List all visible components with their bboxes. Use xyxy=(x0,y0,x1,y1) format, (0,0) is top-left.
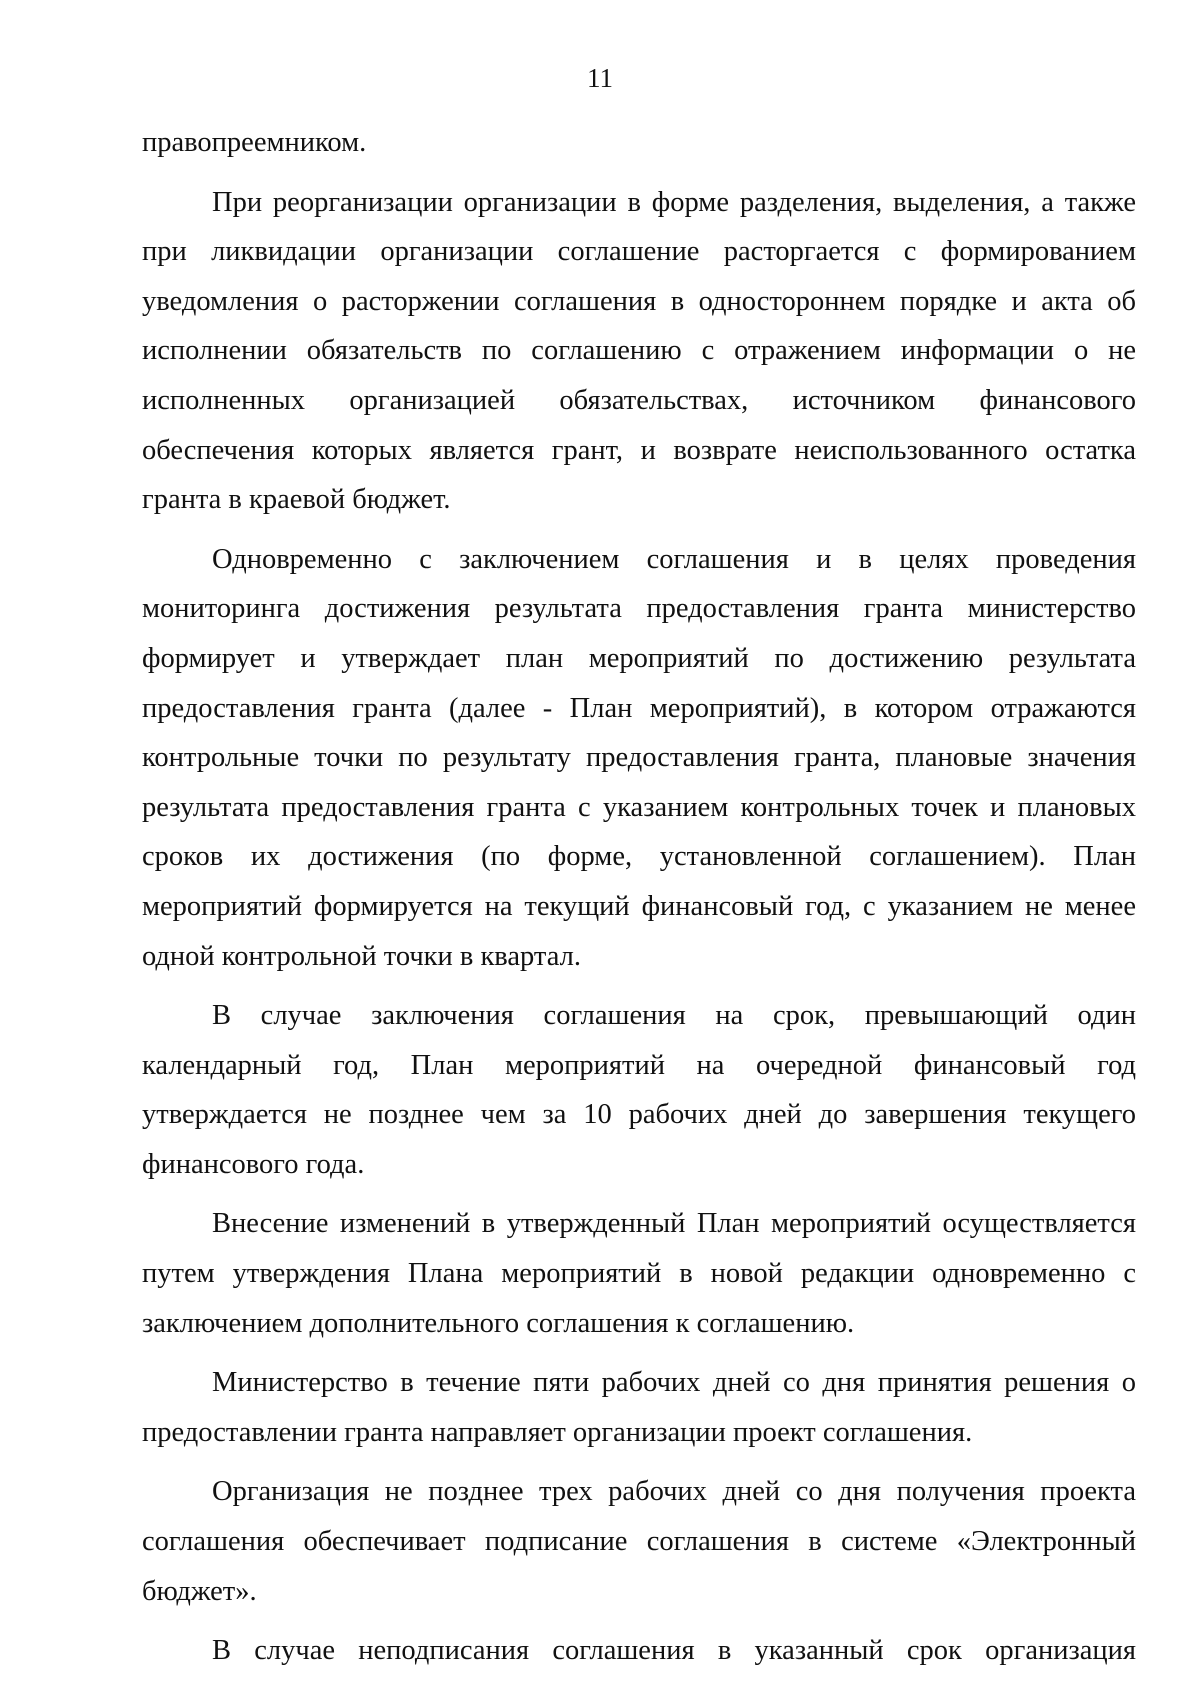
page-number: 11 xyxy=(587,63,613,93)
document-body xyxy=(142,118,1136,1686)
paragraph-reorganization: При реорганизации организации в форме разделения, выделения, а также при ликвидации организации соглашение расторгается с формированием уведомления о расторжении соглашения в одностороннем порядке и акта об исполнении обязательств по соглашению с отражением информации о не исполненных организацией обязательствах, источником финансового обеспечения которых является грант, и возврате неиспользованного остатка гранта в краевой бюджет. xyxy=(142,186,1136,516)
paragraph-multi-year-agreement: В случае заключения соглашения на срок, превышающий один календарный год, План мероприятий на очередной финансовый год утверждается не позднее чем за 10 рабочих дней до завершения текущего финансового года. xyxy=(142,1000,1136,1180)
paragraph-action-plan: Одновременно с заключением соглашения и в целях проведения мониторинга достижения результата предоставления гранта министерство формирует и утверждает план мероприятий по достижению результата предоставления гранта (далее - План мероприятий), в котором отражаются контрольные точки по результату предоставления гранта, плановые значения результата предоставления гранта с указанием контрольных точек и плановых сроков их достижения (по форме, установленной соглашением). План мероприятий формируется на текущий финансовый год, с указанием не менее одной контрольной точки в квартал. xyxy=(142,543,1136,972)
paragraph-organization-signing: Организация не позднее трех рабочих дней со дня получения проекта соглашения обеспечивает подписание соглашения в системе «Электронный бюджет». xyxy=(142,1476,1136,1607)
paragraph-non-signing: В случае неподписания соглашения в указанный срок организация xyxy=(212,1635,1136,1667)
paragraph-ministry-draft: Министерство в течение пяти рабочих дней со дня принятия решения о предоставлении гранта направляет организации проект соглашения. xyxy=(142,1367,1136,1448)
paragraph-plan-changes: Внесение изменений в утвержденный План мероприятий осуществляется путем утверждения Плана мероприятий в новой редакции одновременно с заключением дополнительного соглашения к соглашению. xyxy=(142,1208,1136,1339)
paragraph-continuation: правопреемником. xyxy=(142,127,367,158)
